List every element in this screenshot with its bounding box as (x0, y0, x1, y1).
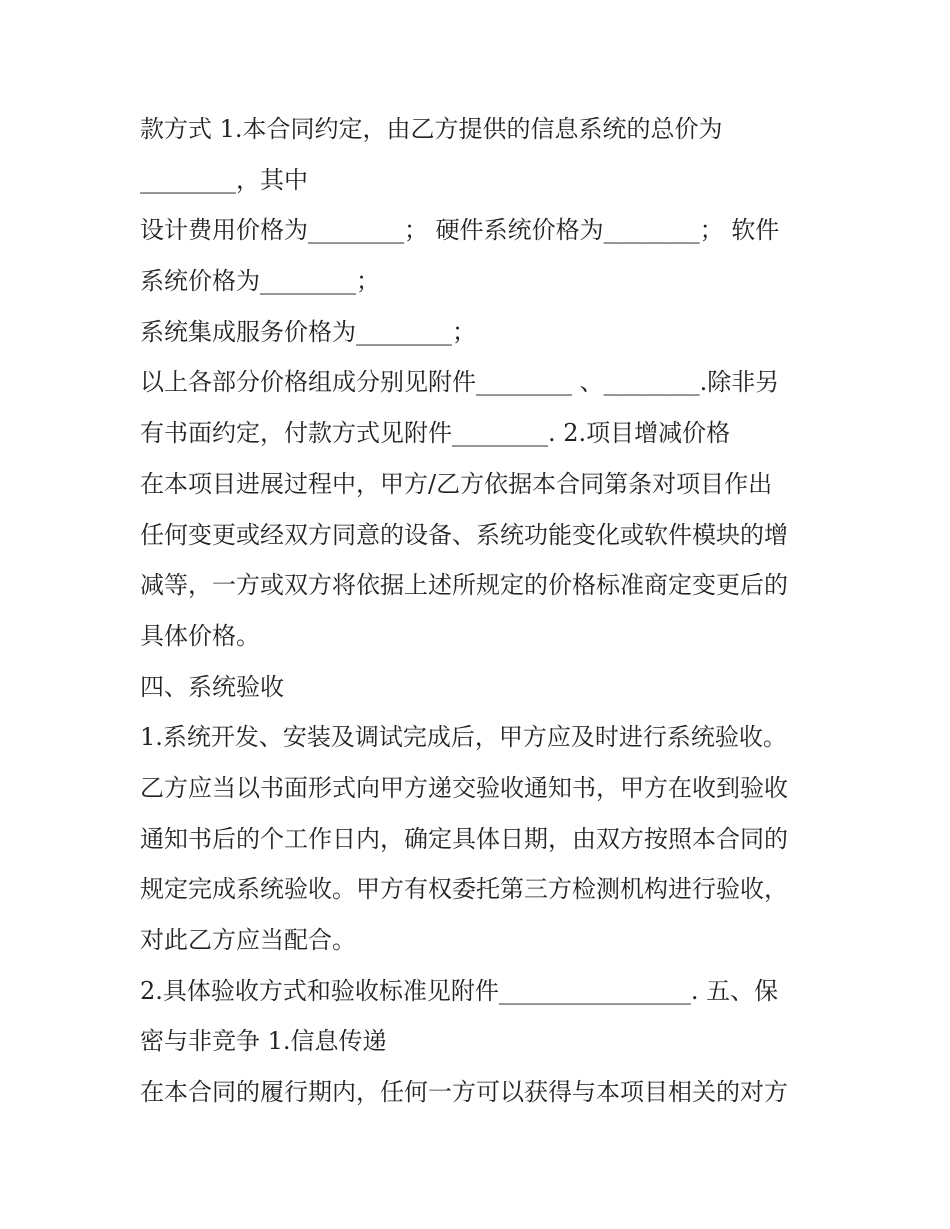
text-line-6: 以上各部分价格组成分别见附件________ 、________.除非另 (140, 368, 780, 397)
text-line-13: 1.系统开发、安装及调试完成后，甲方应及时进行系统验收。 (140, 723, 787, 752)
text-line-3: 设计费用价格为________； 硬件系统价格为________； 软件 (140, 216, 780, 245)
text-line-4: 系统价格为________； (140, 267, 380, 296)
text-line-8: 在本项目进展过程中，甲方/乙方依据本合同第条对项目作出 (140, 469, 773, 498)
text-line-10: 减等，一方或双方将依据上述所规定的价格标准商定变更后的 (140, 571, 788, 600)
contract-text-body (140, 104, 820, 1118)
text-line-14: 乙方应当以书面形式向甲方递交验收通知书，甲方在收到验收 (140, 773, 788, 802)
text-line-16: 规定完成系统验收。甲方有权委托第三方检测机构进行验收， (140, 875, 788, 904)
text-line-19: 密与非竞争 1.信息传递 (140, 1027, 387, 1056)
text-line-20: 在本合同的履行期内，任何一方可以获得与本项目相关的对方 (140, 1078, 788, 1107)
text-line-1: 款方式 1.本合同约定，由乙方提供的信息系统的总价为 (140, 115, 723, 143)
text-line-11: 具体价格。 (140, 621, 260, 650)
section-heading-system-acceptance: 四、系统验收 (140, 672, 284, 701)
text-line-18: 2.具体验收方式和验收标准见附件________________. 五、保 (140, 976, 779, 1005)
text-line-15: 通知书后的个工作日内，确定具体日期，由双方按照本合同的 (140, 824, 788, 853)
text-line-2: ________，其中 (140, 165, 308, 194)
text-line-17: 对此乙方应当配合。 (140, 926, 356, 954)
text-line-9: 任何变更或经双方同意的设备、系统功能变化或软件模块的增 (140, 520, 788, 549)
text-line-5: 系统集成服务价格为________； (140, 317, 476, 346)
text-line-7: 有书面约定，付款方式见附件________. 2.项目增减价格 (140, 419, 731, 448)
